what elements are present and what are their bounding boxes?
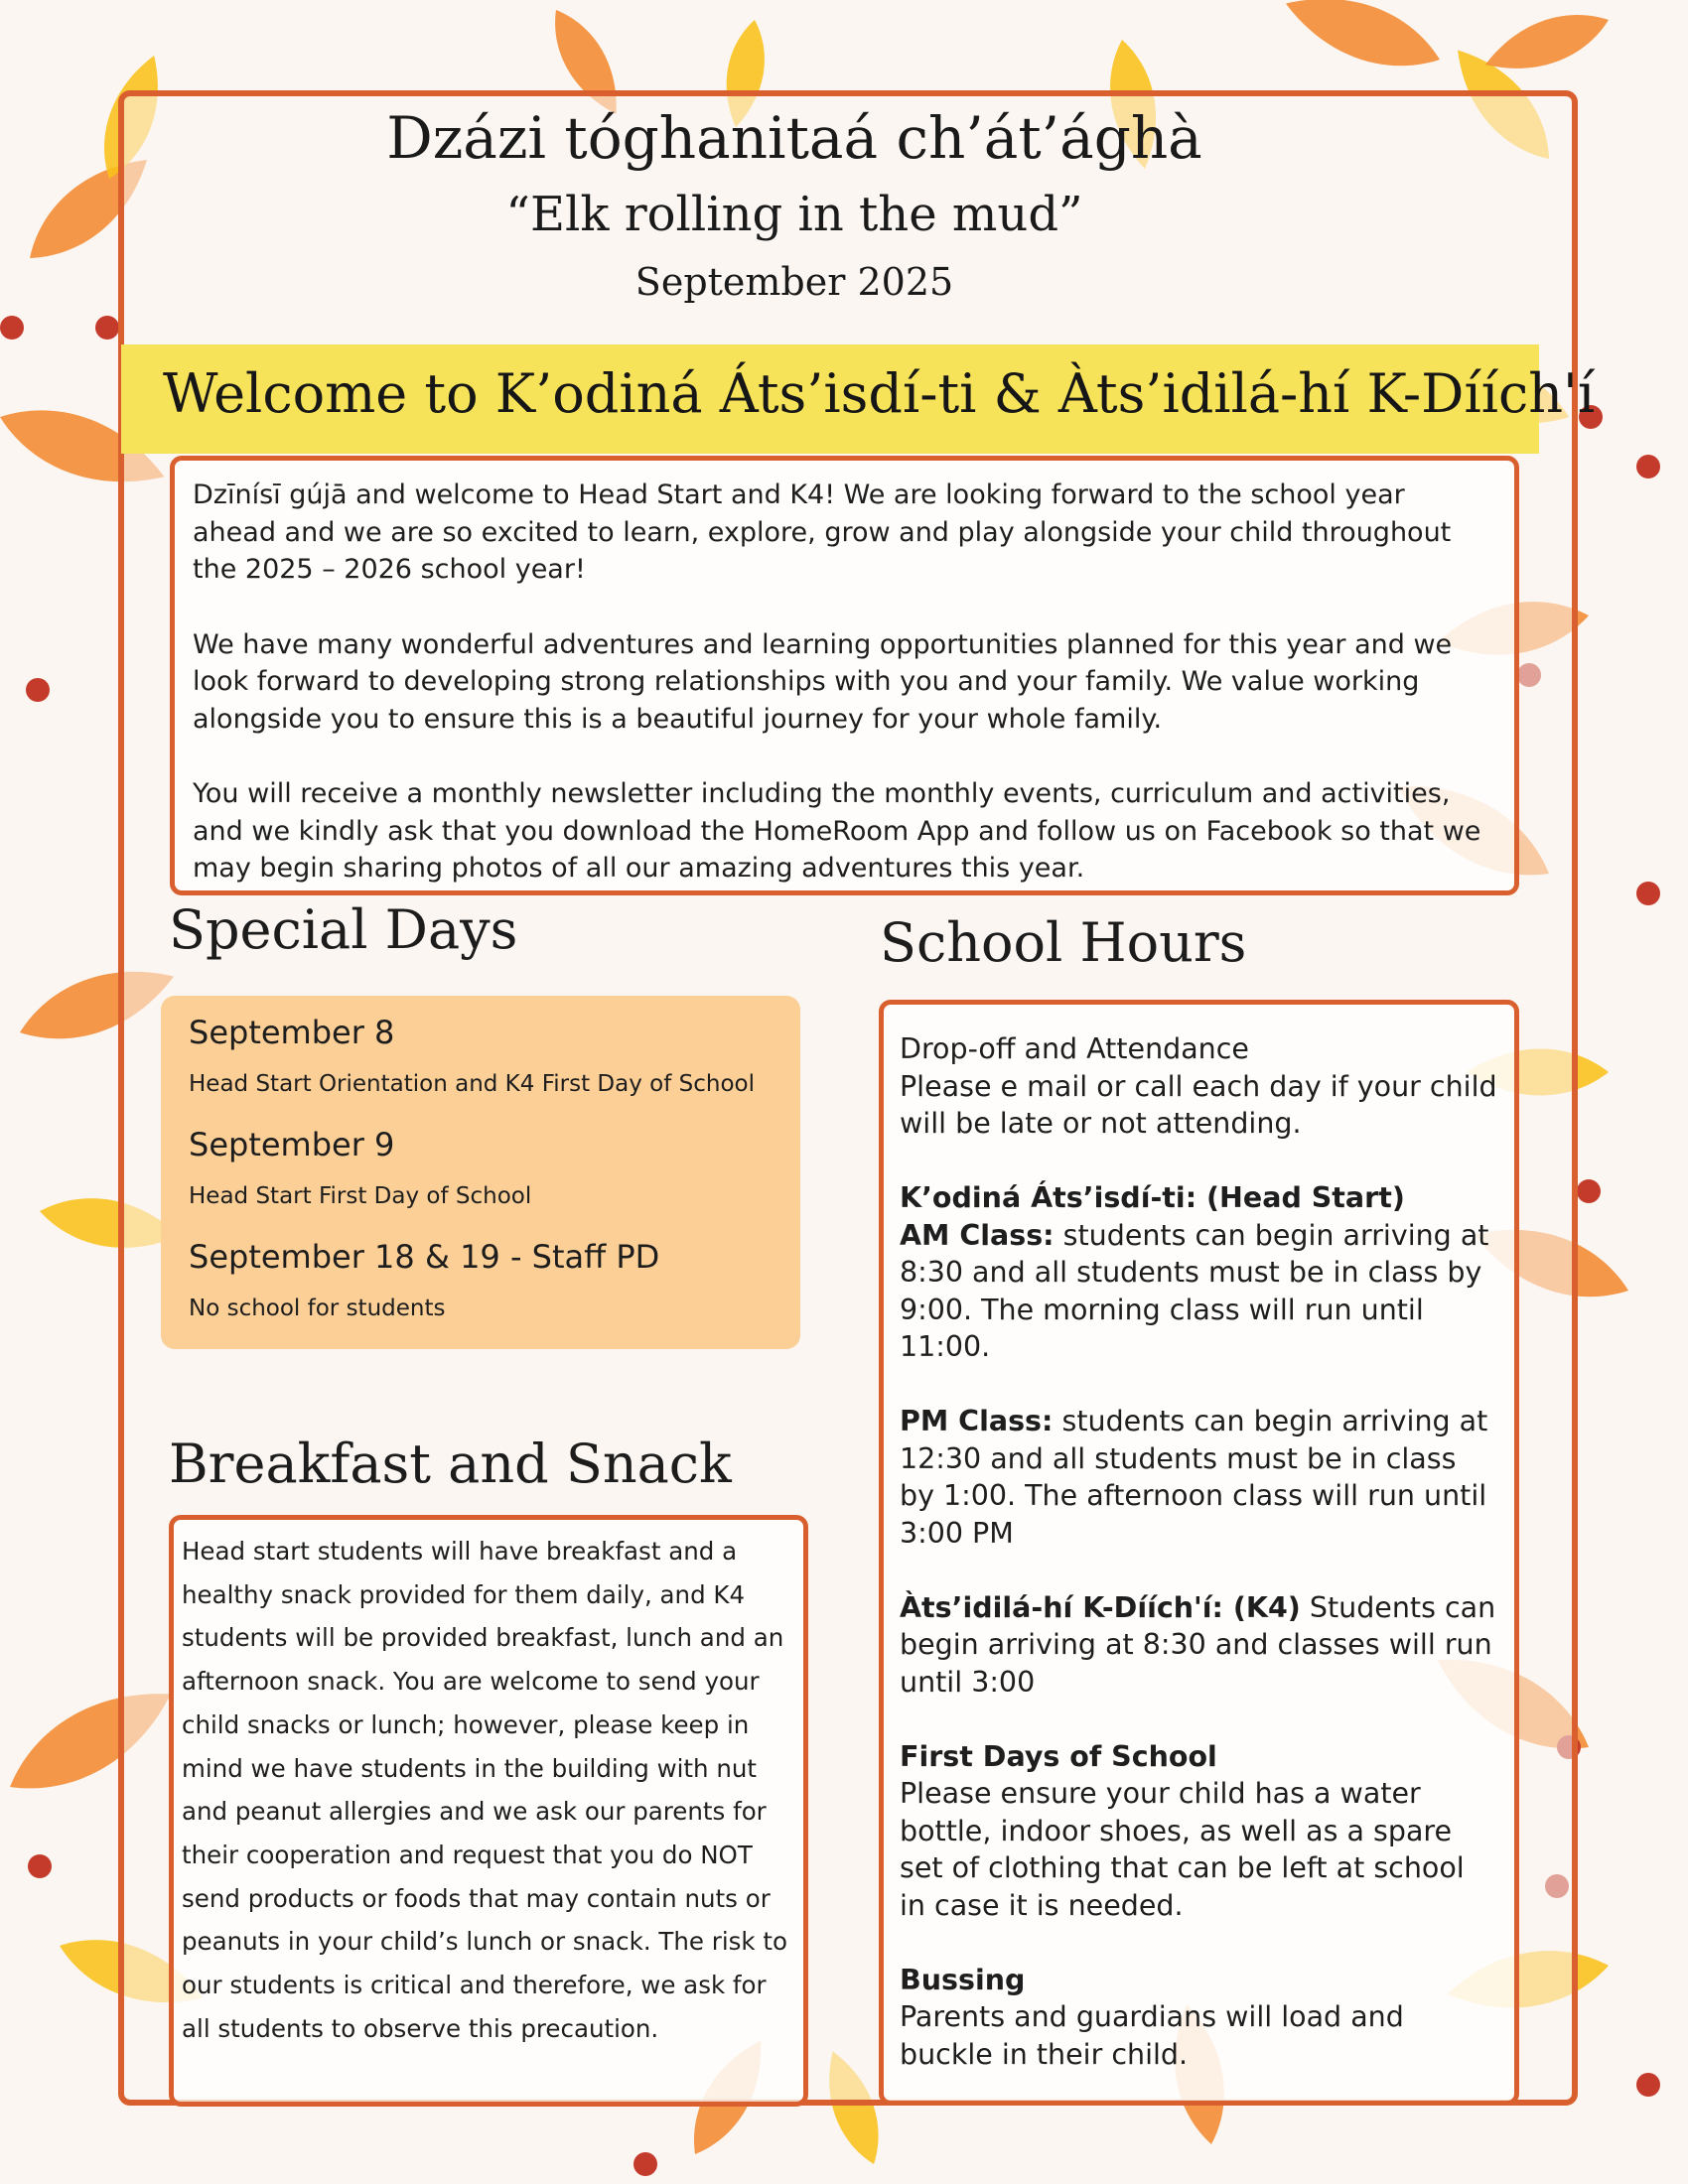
special-day-desc: No school for students	[189, 1296, 446, 1321]
special-day-date: September 9	[189, 1126, 395, 1163]
k4-section	[900, 1589, 1498, 1702]
headstart-section	[900, 1179, 1498, 1366]
welcome-banner-text: Welcome to K’odiná Áts’isdí-ti & Àts’idilá-hí K-Díích'í	[163, 362, 1596, 425]
dropoff-text: Please e mail or call each day if your child will be late or not attending.	[900, 1069, 1497, 1140]
newsletter-title: Dzázi tóghanitaá ch’át’ághà	[386, 104, 1202, 172]
berry-dot	[26, 678, 50, 702]
first-days-section	[900, 1738, 1498, 1925]
k4-text: Students can begin arriving at 8:30 and classes will run until 3:00	[900, 1590, 1496, 1699]
leaf-shape	[1277, 0, 1450, 84]
berry-dot	[28, 1854, 52, 1878]
special-day-desc: Head Start Orientation and K4 First Day of School	[189, 1071, 755, 1097]
bussing-text: Parents and guardians will load and buckle in their child.	[900, 2000, 1404, 2071]
special-days-heading: Special Days	[169, 898, 518, 961]
berry-dot	[95, 316, 119, 340]
berry-dot	[0, 316, 24, 340]
berry-dot	[1577, 1179, 1601, 1203]
dropoff-title: Drop-off and Attendance	[900, 1032, 1249, 1065]
dropoff-section	[900, 1030, 1498, 1143]
welcome-paragraph: You will receive a monthly newsletter including the monthly events, curriculum and activities, and we kindly ask that you download the HomeRoom App and follow us on Facebook so that we may begin sharing photos of all our amazing adventures this year.	[193, 778, 1481, 884]
breakfast-box	[169, 1515, 808, 2107]
am-class-label: AM Class:	[900, 1218, 1055, 1252]
first-days-text: Please ensure your child has a water bottle, indoor shoes, as well as a spare set of clothing that can be left at school in case it is needed.	[900, 1777, 1465, 1922]
berry-dot	[1636, 455, 1660, 478]
breakfast-heading: Breakfast and Snack	[169, 1433, 732, 1495]
newsletter-date: September 2025	[634, 260, 954, 304]
school-hours-box	[879, 1000, 1519, 2106]
welcome-paragraph: Dzīnísī gújā and welcome to Head Start and K4! We are looking forward to the school year ahead and we are so excited to learn, explore, grow and play alongside your child throughout the 2025 – 2026 school year!	[193, 479, 1452, 585]
bussing-title: Bussing	[900, 1963, 1026, 1996]
berry-dot	[1636, 2073, 1660, 2097]
k4-label: Àts’idilá-hí K-Díích'í: (K4)	[900, 1590, 1301, 1624]
special-day-date: September 18 & 19 - Staff PD	[189, 1238, 660, 1276]
pm-class-label: PM Class:	[900, 1405, 1054, 1437]
berry-dot	[633, 2152, 657, 2176]
newsletter-subtitle: “Elk rolling in the mud”	[505, 187, 1083, 242]
welcome-banner	[121, 344, 1596, 454]
am-class-text: students can begin arriving at 8:30 and all students must be in class by 9:00. The morning class will run until 11:00.	[900, 1218, 1489, 1363]
breakfast-text: Head start students will have breakfast and a healthy snack provided for them daily, and K4 students will be provided breakfast, lunch and an afternoon snack. You are welcome to send your child snacks or lunch; however, please keep in mind we have students in the building with nut and peanut allergies and we ask our parents for their cooperation and request that you do NOT send products or foods that may contain nuts or peanuts in your child’s lunch or snack. The risk to our students is critical and therefore, we ask for all students to observe this precaution.	[182, 1537, 787, 2043]
welcome-box	[170, 456, 1519, 895]
pm-section	[900, 1403, 1498, 1552]
special-day-desc: Head Start First Day of School	[189, 1183, 532, 1209]
first-days-title: First Days of School	[900, 1739, 1217, 1773]
welcome-paragraph: We have many wonderful adventures and learning opportunities planned for this year and we look forward to developing strong relationships with you and your family. We value working alongside you to ensure this is a beautiful journey for your whole family.	[193, 628, 1453, 735]
bussing-section	[900, 1962, 1498, 2074]
special-day-date: September 8	[189, 1014, 395, 1051]
headstart-title: K’odiná Áts’isdí-ti: (Head Start)	[900, 1181, 1405, 1214]
school-hours-heading: School Hours	[880, 911, 1247, 974]
pm-class-text: students can begin arriving at 12:30 and all students must be in class by 1:00. The afternoon class will run until 3:00 PM	[900, 1405, 1488, 1550]
special-days-box	[161, 996, 800, 1349]
berry-dot	[1636, 882, 1660, 905]
